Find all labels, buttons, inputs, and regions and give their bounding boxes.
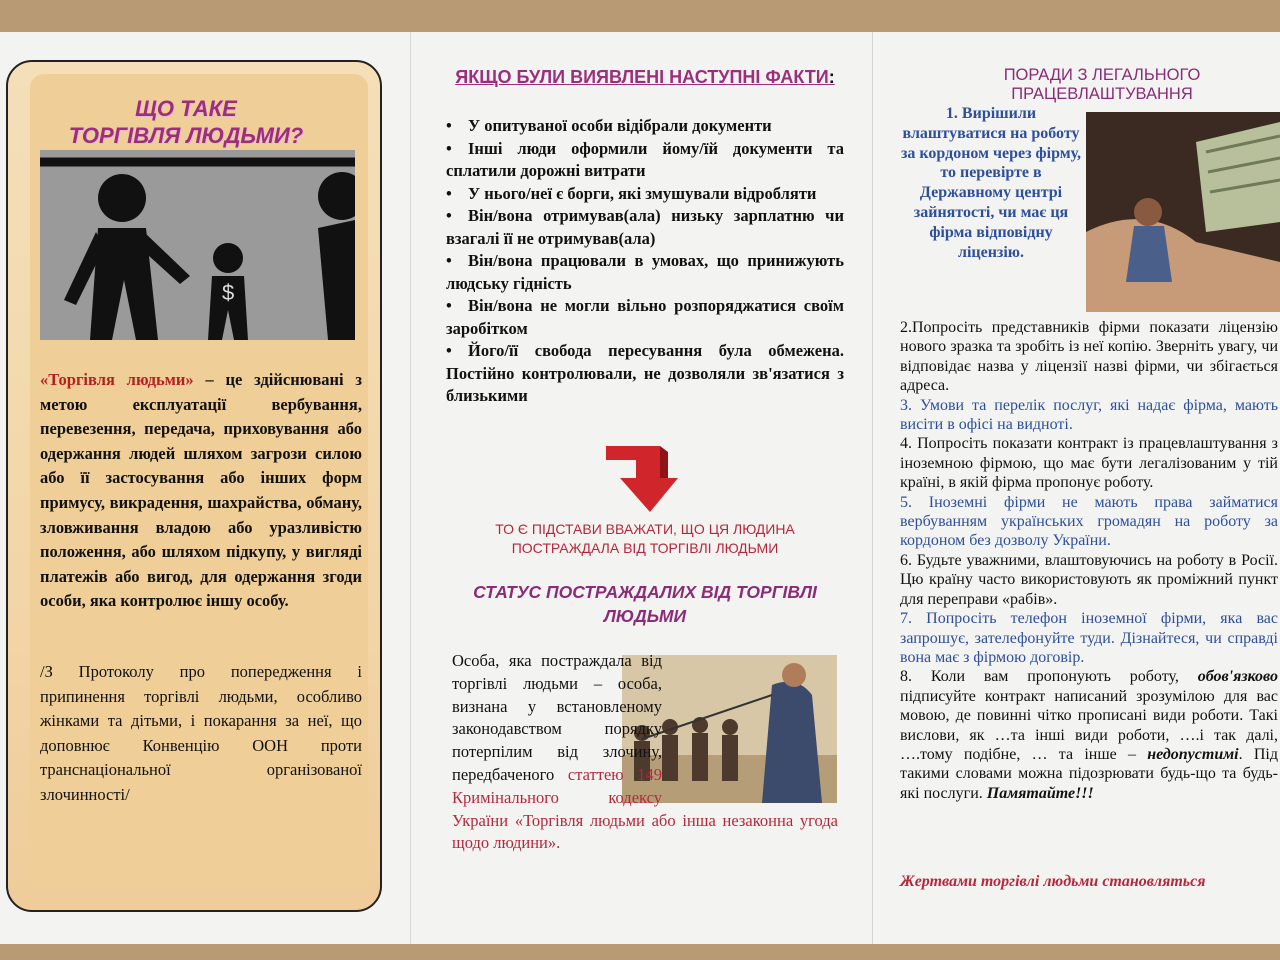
list-item: • Він/вона отримував(ала) низьку зарплатню чи взагалі її не отримував(ала)	[446, 206, 844, 248]
definition-title: ЩО ТАКЕ ТОРГІВЛЯ ЛЮДЬМИ?	[68, 96, 304, 148]
definition-term: «Торгівля людьми»	[40, 370, 194, 389]
family-silhouette-image	[40, 150, 355, 340]
definition-source: /З Протоколу про попередження і припинення торгівлі людьми, особливо жінками та дітьми, і покарання за неї, що доповнює Конвенцію ООН проти транснаціональної організованої злочинності/	[40, 662, 362, 804]
advice-tip-1: 1. Вирішили влаштуватися на роботу за кордоном через фірму, то перевірте в Державному центрі зайнятості, чи має ця фірма відповідну ліцензію.	[900, 105, 1082, 261]
status-title: СТАТУС ПОСТРАЖДАЛИХ ВІД ТОРГІВЛІ ЛЮДЬМИ	[473, 582, 817, 626]
definition-text	[40, 368, 362, 614]
advice-tip-3: 3. Умови та перелік послуг, які надає фірма, мають висіти в офісі на видноті.	[900, 396, 1278, 434]
footer-warning: Жертвами торгівлі людьми становляться	[900, 873, 1206, 890]
advice-tip-2: 2.Попросіть представників фірми показати ліцензію нового зразка та зробіть із неї копію. Зверніть увагу, чи відповідає назва у ліцензії назві фірми, чи збігається адреса.	[900, 319, 1278, 395]
red-arrow-icon	[598, 442, 698, 521]
svg-text:$: $	[222, 280, 235, 305]
fold-line	[872, 32, 873, 944]
advice-tip-5: 5. Іноземні фірми не мають права займатися вербуванням українських громадян на роботу за кордоном без дозволу України.	[900, 493, 1278, 550]
advice-tip-4: 4. Попросіть показати контракт із працевлаштування з іноземною фірмою, що має бути легалізованим у тій країні, в якій фірма пропонує роботу.	[900, 435, 1278, 492]
list-item: • Він/вона не могли вільно розпоряджатися своїм заробітком	[446, 296, 844, 338]
facts-list	[446, 115, 844, 408]
fold-line	[410, 32, 411, 944]
status-text	[452, 650, 838, 855]
advice-tip-8: 8. Коли вам пропонують роботу, обов'язково підписуйте контракт написаний зрозумілою для вас мовою, де повинні чітко прописані види роботи. Такі вислови, як …та інші види роботи, ….і так далі, ….тому подібне, … та інше – недопустимі. Під такими словами можна підозрювати будь-що та будь-які послуги. Памятайте!!!	[900, 668, 1278, 802]
advice-tip-7: 7. Попросіть телефон іноземної фірми, яка вас запрошує, зателефонуйте туди. Дізнайтеся, чи справді вона має з фірмою договір.	[900, 610, 1278, 666]
definition-body: – це здійснювані з метою експлуатації вербування, перевезення, передача, приховування або одержання людей шляхом загрози силою або її застосування або інших форм примусу, викрадення, шахрайства, обману, зловживання владою або уразливістю положення, або шляхом підкупу, у вигляді платежів або вигод, для одержання згоди особи, яка контролює іншу особу.	[40, 370, 363, 611]
advice-tips	[900, 318, 1278, 803]
list-item: • Його/її свобода пересування була обмежена. Постійно контролювали, не дозволяли зв'язатися з близькими	[446, 341, 844, 405]
list-item: • У опитуваної особи відібрали документи	[446, 116, 772, 135]
list-item: • Він/вона працювали в умовах, що принижують людську гідність	[446, 251, 844, 293]
list-item: • Інші люди оформили йому/їй документи та сплатили дорожні витрати	[446, 138, 844, 180]
conclusion-text: ТО Є ПІДСТАВИ ВВАЖАТИ, ЩО ЦЯ ЛЮДИНА ПОСТРАЖДАЛА ВІД ТОРГІВЛІ ЛЮДЬМИ	[495, 521, 795, 556]
list-item: • У нього/неї є борги, які змушували відробляти	[446, 183, 817, 203]
facts-heading: ЯКЩО БУЛИ ВИЯВЛЕНІ НАСТУПНІ ФАКТИ:	[455, 67, 835, 87]
status-law-reference: статтею 149 Кримінального кодексу України «Торгівля людьми або інша незаконна угода щодо людини».	[452, 764, 838, 853]
advice-tip-6: 6. Будьте уважними, влаштовуючись на роботу в Росії. Цю країну часто використовують як проміжний пункт для переправи «рабів».	[900, 551, 1278, 608]
status-body: Особа, яка постраждала від торгівлі людьми – особа, визнана у встановленому законодавством порядку потерпілим від злочину, передбаченого	[452, 651, 662, 784]
advice-title: ПОРАДИ З ЛЕГАЛЬНОГО ПРАЦЕВЛАШТУВАННЯ	[1003, 66, 1201, 103]
money-hand-image	[1086, 112, 1280, 312]
